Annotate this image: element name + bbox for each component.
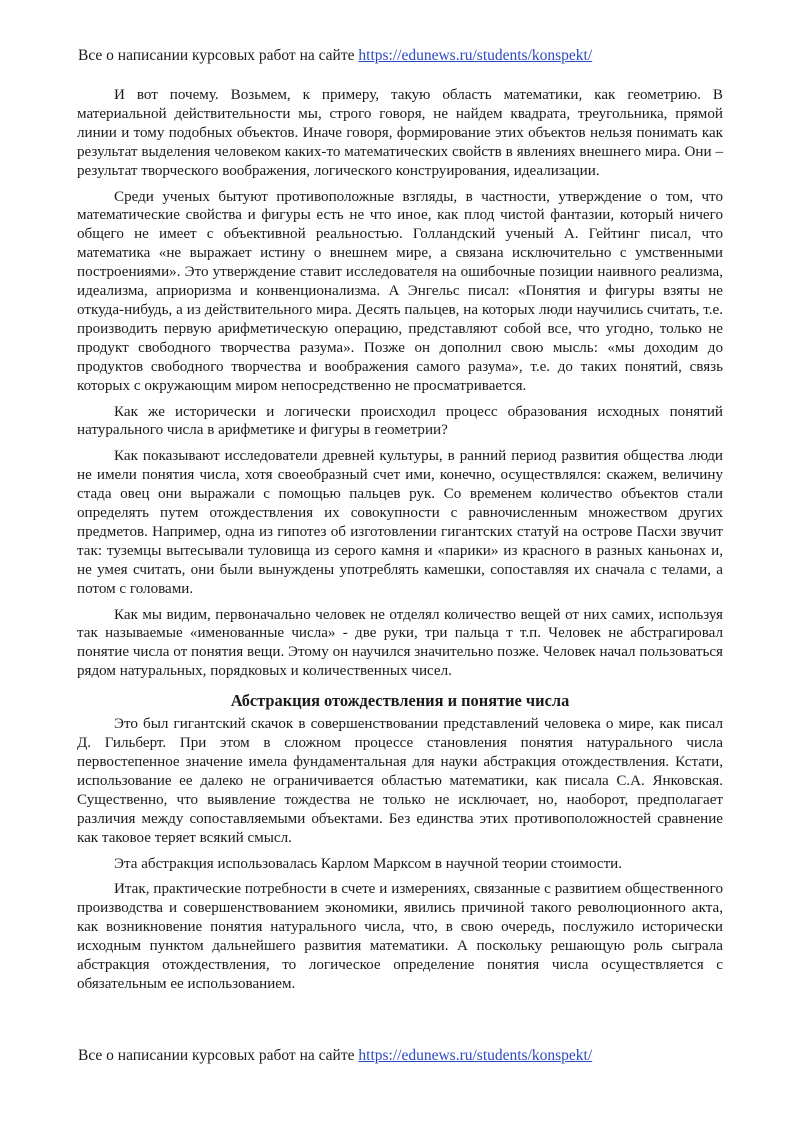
header-text: Все о написании курсовых работ на сайте xyxy=(78,47,359,64)
paragraph: Среди ученых бытуют противоположные взгляды, в частности, утверждение о том, что математические свойства и фигуры есть не что иное, как плод чистой фантазии, который ничего общего не имеет с объективной реальностью. Голландский ученый А. Гейтинг писал, что математика «не выражает истину о внешнем мире, а связана исключительно с умственными построениями». Это утверждение ставит исследователя на ошибочные позиции наивного реализма, идеализма, априоризма и конвенционализма. А Энгельс писал: «Понятия и фигуры взяты не откуда-нибудь, а из действительного мира. Десять пальцев, на которых люди научились считать, т.е. производить первую арифметическую операцию, представляют собой все, что угодно, только не продукт свободного творчества разума». Позже он дополнил свою мысль: «мы доходим до продуктов свободного творчества и воображения самого разума», т.е. до таких понятий, связь которых с окружающим миром непосредственно не просматривается. xyxy=(77,188,723,394)
page-header xyxy=(78,46,738,66)
paragraph: Как же исторически и логически происходил процесс образования исходных понятий натурального числа в арифметике и фигуры в геометрии? xyxy=(77,403,723,439)
paragraph: И вот почему. Возьмем, к примеру, такую область математики, как геометрию. В материальной действительности мы, строго говоря, не найдем квадрата, треугольника, прямой линии и тому подобных объектов. Иначе говоря, формирование этих объектов нельзя понимать как результат выделения человеком каких-то математических свойств в явлениях внешнего мира. Они – результат творческого воображения, логического конструирования, идеализации. xyxy=(77,87,723,179)
paragraph: Эта абстракция использовалась Карлом Марксом в научной теории стоимости. xyxy=(114,855,623,872)
paragraph: Это был гигантский скачок в совершенствовании представлений человека о мире, как писал Д. Гильберт. При этом в сложном процессе становления понятия натурального числа первостепенное значение имела фундаментальная для науки абстракция отождествления. Кстати, использование ее далеко не ограничивается областью математики, как писала С.А. Янковская. Существенно, что выявление тождества не только не исключает, но, наоборот, предполагает различия между сопоставляемыми объектами. Без единства этих противоположностей сравнение как таковое теряет всякий смысл. xyxy=(77,716,723,846)
document-body xyxy=(77,86,723,1001)
paragraph: Итак, практические потребности в счете и измерениях, связанные с развитием общественного производства и совершенствованием экономики, явились причиной такого революционного акта, как возникновение понятия натурального числа, что, в свою очередь, послужило исторически исходным пунктом дальнейшего развития математики. А поскольку решающую роль сыграла абстракция отождествления, то логическое определение понятия числа осуществляется с обязательным ее использованием. xyxy=(77,881,723,992)
header-link[interactable]: https://edunews.ru/students/konspekt/ xyxy=(358,47,593,64)
footer-text: Все о написании курсовых работ на сайте xyxy=(78,1047,359,1064)
paragraph: Как показывают исследователи древней культуры, в ранний период развития общества люди не имели понятия числа, хотя своеобразный счет ими, конечно, осуществлялся: скажем, величину стада овец они выражали с помощью пальцев рук. Со временем количество объектов стали определять путем отождествления их совокупности с равночисленным множеством других предметов. Например, одна из гипотез об изготовлении гигантских статуй на острове Пасхи звучит так: туземцы вытесывали туловища из серого камня и «парики» из красного в разных каньонах и, не умея считать, они были вынуждены употреблять камешки, сопоставляя их сначала с телами, а потом с головами. xyxy=(77,448,723,597)
section-heading: Абстракция отождествления и понятие числа xyxy=(230,691,570,711)
page-footer xyxy=(78,1046,738,1066)
footer-link[interactable]: https://edunews.ru/students/konspekt/ xyxy=(358,1047,593,1064)
paragraph: Как мы видим, первоначально человек не отделял количество вещей от них самих, используя так называемые «именованные числа» - две руки, три пальца т т.п. Человек не абстрагировал понятие числа от понятия вещи. Этому он научился значительно позже. Человек начал пользоваться рядом натуральных, порядковых и количественных чисел. xyxy=(77,606,723,680)
